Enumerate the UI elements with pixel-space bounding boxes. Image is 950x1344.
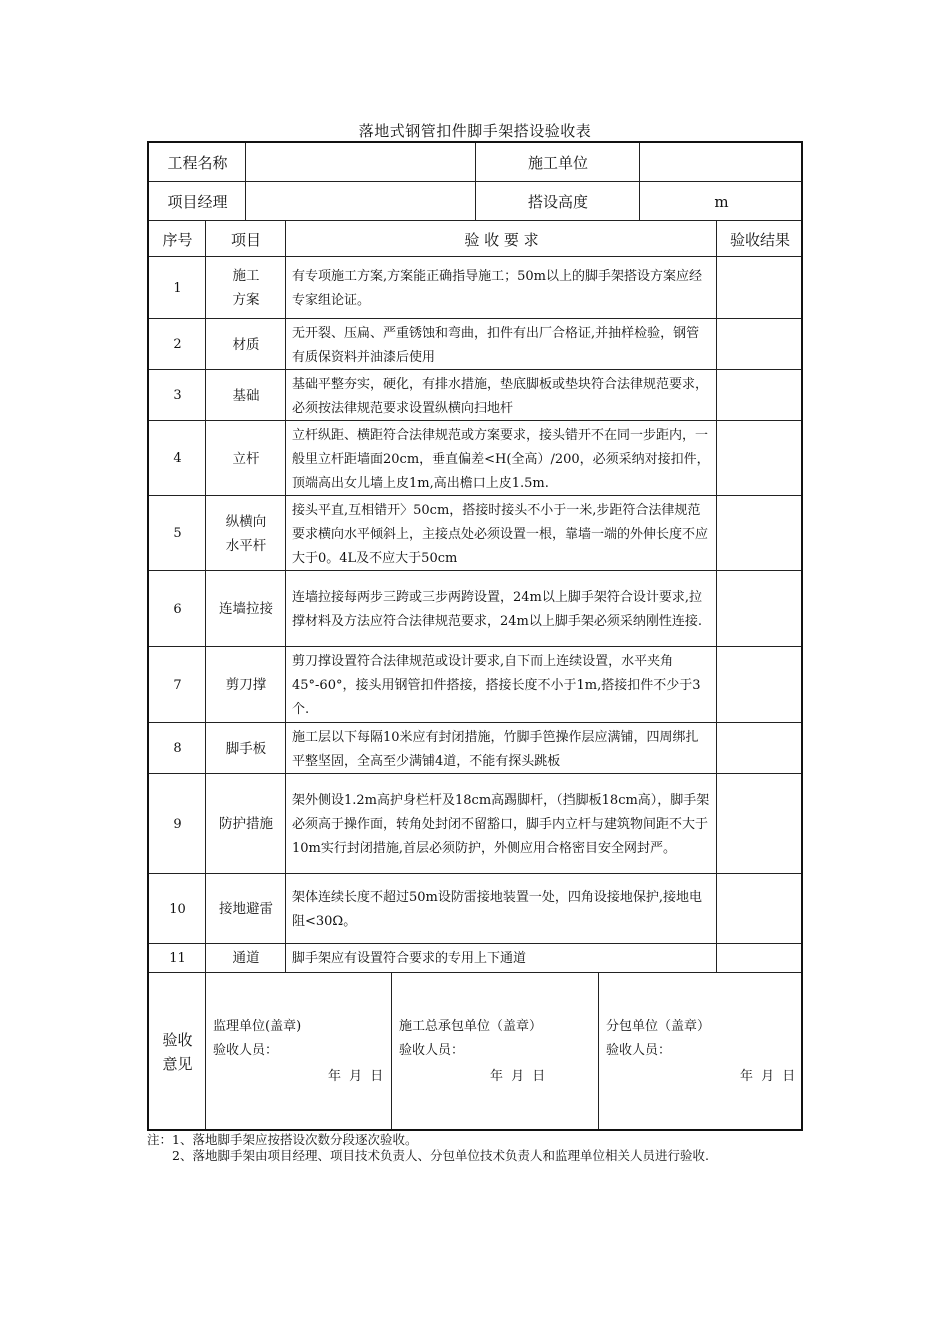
height-unit: m: [714, 192, 729, 211]
row-requirement: 架外侧设1.2m高护身栏杆及18cm高踢脚杆，（挡脚板18cm高），脚手架必须高于操作面，转角处封闭不留豁口，脚手内立杆与建筑物间距不大于10m实行封闭措施,首层必须防护，外侧应用合格密目安全网封严。: [292, 793, 710, 856]
grid-line: [285, 221, 286, 973]
subcontractor-sign-block[interactable]: [599, 973, 803, 1131]
row-number: 1: [173, 280, 182, 296]
row-requirement: 施工层以下每隔10米应有封闭措施，竹脚手笆操作层应满铺，四周绑扎平整坚固，全高至少满铺4道，不能有探头跳板: [292, 729, 699, 769]
row-number: 6: [173, 601, 182, 617]
row-result-field[interactable]: [717, 874, 803, 944]
contractor-date-label: 年 月 日: [490, 1069, 548, 1084]
row-item: 纵横向 水平杆: [225, 513, 267, 554]
row-number: 11: [169, 950, 186, 966]
supervision-unit-label: 监理单位(盖章): [213, 1019, 302, 1034]
grid-line: [149, 369, 801, 370]
row-requirement: 接头平直,互相错开〉50cm，搭接时接头不小于一米,步距符合法律规范要求横向水平倾斜上，主接点处必须设置一根，靠墙一端的外伸长度不应大于0。4L及不应大于50cm: [292, 502, 709, 566]
subcontractor-date-label: 年 月 日: [740, 1069, 798, 1084]
row-requirement: 立杆纵距、横距符合法律规范或方案要求，接头错开不在同一步距内，一般里立杆距墙面20cm，垂直偏差<H(全高）/200，必须采纳对接扣件，顶端高出女儿墙上皮1m,高出檐口上皮1.5m.: [292, 427, 710, 491]
supervision-sign-block[interactable]: [206, 973, 392, 1131]
grid-line: [639, 143, 640, 221]
subcontractor-unit-label: 分包单位（盖章）: [606, 1019, 711, 1034]
grid-line: [149, 722, 801, 723]
supervision-date-label: 年 月 日: [328, 1069, 386, 1084]
grid-line: [475, 143, 476, 221]
grid-line: [149, 972, 801, 973]
grid-line: [149, 318, 801, 319]
grid-line: [598, 973, 599, 1129]
row-number: 5: [173, 526, 182, 541]
contractor-sign-block[interactable]: [392, 973, 599, 1131]
project-manager-field[interactable]: [246, 182, 476, 221]
row-item: 通道: [232, 950, 260, 966]
row-requirement: 脚手架应有设置符合要求的专用上下通道: [292, 951, 527, 966]
row-result-field[interactable]: [717, 496, 803, 571]
column-header-no: 序号: [162, 230, 193, 249]
row-number: 8: [173, 741, 182, 756]
page-title: 落地式钢管扣件脚手架搭设验收表: [358, 122, 592, 140]
row-requirement: 有专项施工方案,方案能正确指导施工；50m以上的脚手架搭设方案应经专家组论证。: [292, 269, 703, 308]
note-2: 2、落地脚手架由项目经理、项目技术负责人、分包单位技术负责人和监理单位相关人员进行验收.: [147, 1148, 709, 1163]
row-result-field[interactable]: [717, 319, 803, 370]
contractor-unit-label: 施工总承包单位（盖章）: [399, 1019, 543, 1034]
project-manager-label: 项目经理: [167, 193, 228, 211]
row-number: 2: [173, 337, 182, 352]
column-header-item: 项目: [230, 230, 261, 249]
contractor-person-label: 验收人员：: [399, 1043, 465, 1058]
construction-unit-label: 施工单位: [527, 154, 588, 172]
row-item: 材质: [232, 336, 260, 353]
note-1: 注：1、落地脚手架应按搭设次数分段逐次验收。: [147, 1132, 418, 1147]
row-number: 7: [173, 677, 182, 693]
row-result-field[interactable]: [717, 370, 803, 421]
row-result-field[interactable]: [717, 571, 803, 647]
notes: [147, 1132, 709, 1164]
project-name-label: 工程名称: [167, 154, 228, 172]
grid-line: [716, 221, 717, 973]
row-requirement: 无开裂、压扁、严重锈蚀和弯曲，扣件有出厂合格证,并抽样检验，钢管有质保资料并油漆后使用: [292, 325, 700, 365]
column-header-result: 验收结果: [729, 230, 790, 249]
construction-unit-field[interactable]: [640, 143, 803, 182]
subcontractor-person-label: 验收人员：: [606, 1043, 672, 1058]
row-result-field[interactable]: [717, 774, 803, 874]
grid-line: [245, 143, 246, 221]
grid-line: [149, 943, 801, 944]
supervision-person-label: 验收人员：: [213, 1043, 279, 1058]
row-result-field[interactable]: [717, 257, 803, 319]
project-name-field[interactable]: [246, 143, 476, 182]
row-requirement: 基础平整夯实，硬化，有排水措施，垫底脚板或垫块符合法律规范要求，必须按法律规范要求设置纵横向扫地杆: [292, 376, 709, 416]
acceptance-opinion-label: 验收 意见: [162, 1031, 193, 1073]
height-label: 搭设高度: [527, 193, 588, 211]
grid-line: [149, 873, 801, 874]
row-item: 防护措施: [219, 816, 273, 832]
row-requirement: 架体连续长度不超过50m设防雷接地装置一处，四角设接地保护,接地电阻<30Ω。: [292, 890, 703, 929]
grid-line: [149, 256, 801, 257]
row-item: 接地避雷: [219, 901, 273, 917]
grid-line: [205, 221, 206, 1129]
row-result-field[interactable]: [717, 944, 803, 972]
row-item: 脚手板: [225, 740, 267, 757]
row-number: 9: [173, 816, 182, 832]
row-item: 立杆: [232, 450, 260, 467]
row-number: 10: [169, 901, 186, 917]
row-item: 剪刀撑: [225, 677, 267, 693]
grid-line: [149, 646, 801, 647]
column-header-requirement: 验 收 要 求: [464, 230, 539, 249]
row-requirement: 连墙拉接每两步三跨或三步两跨设置，24m以上脚手架符合设计要求,拉撑材料及方法应符合法律规范要求，24m以上脚手架必须采纳刚性连接.: [292, 590, 703, 629]
row-item: 连墙拉接: [219, 601, 273, 617]
row-result-field[interactable]: [717, 723, 803, 774]
row-item: 基础: [232, 387, 260, 404]
grid-line: [391, 973, 392, 1129]
row-number: 3: [173, 388, 182, 403]
acceptance-form-table: [147, 141, 803, 1131]
row-result-field[interactable]: [717, 647, 803, 723]
row-number: 4: [173, 451, 182, 466]
row-item: 施工 方案: [232, 268, 260, 308]
row-result-field[interactable]: [717, 421, 803, 496]
grid-line: [149, 420, 801, 421]
grid-line: [149, 773, 801, 774]
grid-line: [149, 495, 801, 496]
row-requirement: 剪刀撑设置符合法律规范或设计要求,自下而上连续设置，水平夹角45°-60°，接头用钢管扣件搭接，搭接长度不小于1m,搭接扣件不少于3个.: [292, 654, 701, 717]
grid-line: [149, 570, 801, 571]
